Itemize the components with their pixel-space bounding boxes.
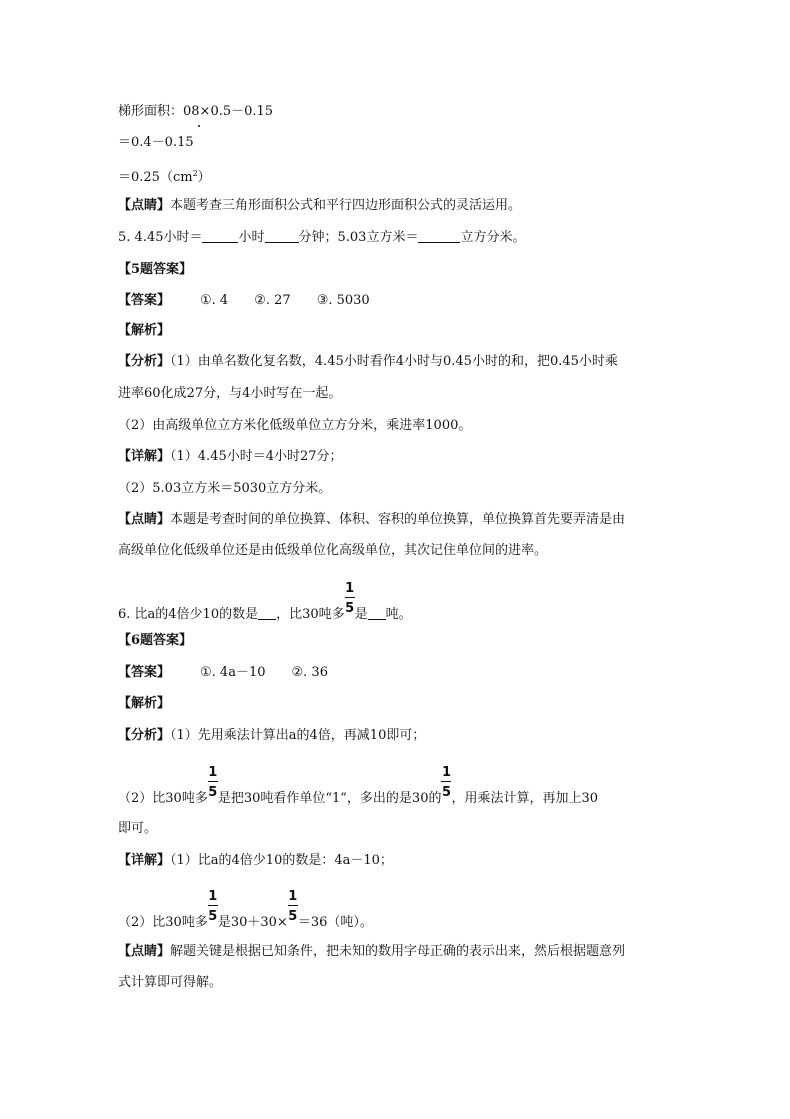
q5-blank-1 (202, 230, 238, 243)
q6-answer-header: 【6题答案】 (118, 633, 193, 648)
trapezoid-area-expr: 08×0.5－0.15 (183, 104, 274, 119)
fraction-bar (441, 781, 451, 782)
q6-answer-2: ②. 36 (291, 665, 328, 680)
fraction-denominator: 5 (345, 601, 355, 616)
dianjing-line (118, 197, 521, 215)
calc-result-line (118, 165, 211, 187)
q6-analysis-3: 即可。 (118, 821, 158, 836)
q5-analysis-3: （2）由高级单位立方米化低级单位立方分米，乘进率1000。 (118, 418, 472, 433)
q6-analysis-text-1: （1）先用乘法计算出a的4倍，再减10即可； (170, 728, 426, 743)
fraction-numerator: 1 (288, 889, 298, 904)
trapezoid-area-line (118, 103, 273, 121)
fraction-bar (288, 905, 298, 906)
q6-text-c: 是 (354, 607, 368, 622)
q5-blank-2 (265, 230, 299, 243)
fraction-bar (208, 905, 218, 906)
q6-detail-text-2a: （2）比30吨多 (118, 915, 208, 930)
fraction-numerator: 1 (208, 765, 218, 780)
q5-jiexi: 【解析】 (118, 323, 171, 338)
q5-text-b: 小时 (238, 230, 265, 245)
fraction-denominator: 5 (208, 909, 218, 924)
q5-detail-text-1: （1）4.45小时＝4小时27分； (170, 449, 343, 464)
q5-dianjing-tag: 【点睛】 (118, 512, 171, 527)
q6-detail-1 (118, 852, 393, 870)
q6-analysis-fraction-1 (208, 765, 218, 802)
fraction-numerator: 1 (345, 581, 355, 596)
trapezoid-area-label: 梯形面积： (118, 104, 184, 119)
q5-dianjing-2: 高级单位化低级单位还是由低级单位化高级单位，其次记住单位间的进率。 (118, 543, 548, 558)
q6-fraction (345, 581, 355, 618)
q6-blank-1 (258, 607, 276, 620)
calc-result-text: ＝0.25（cm (118, 170, 193, 185)
fraction-denominator: 5 (208, 785, 218, 800)
q5-answer-1: ①. 4 (200, 293, 229, 308)
q5-question (118, 229, 525, 247)
q6-analysis-tag: 【分析】 (118, 728, 171, 743)
q5-answer-2: ②. 27 (254, 293, 291, 308)
q5-dianjing-1 (118, 511, 625, 529)
dianjing-text: 本题考查三角形面积公式和平行四边形面积公式的灵活运用。 (170, 198, 522, 213)
q5-blank-3 (418, 230, 460, 243)
q5-text-d: 立方分米。 (460, 230, 526, 245)
q6-dianjing-text-1: 解题关键是根据已知条件，把未知的数用字母正确的表示出来，然后根据题意列 (170, 944, 626, 959)
q6-detail-text-1: （1）比a的4倍少10的数是：4a－10； (170, 853, 393, 868)
q6-analysis-1 (118, 727, 425, 745)
q6-detail-tag: 【详解】 (118, 853, 171, 868)
q6-detail-text-2c: ＝36（吨）。 (297, 915, 373, 930)
q6-text-d: 吨。 (385, 607, 412, 622)
fraction-bar (345, 597, 355, 598)
q6-analysis-text-2a: （2）比30吨多 (118, 791, 208, 806)
q6-answer-1: ①. 4a－10 (200, 665, 266, 680)
q6-detail-fraction-1 (208, 889, 218, 926)
q6-dianjing-tag: 【点睛】 (118, 944, 171, 959)
fraction-denominator: 5 (288, 909, 298, 924)
q6-answer-tag: 【答案】 (118, 665, 171, 680)
fraction-denominator: 5 (441, 785, 451, 800)
q5-text-a: 5. 4.45小时＝ (118, 230, 203, 245)
q5-answer-header: 【5题答案】 (118, 262, 193, 277)
q5-analysis-1 (118, 353, 618, 371)
calc-step-line: ＝0.4－0.15 (118, 135, 194, 150)
q5-analysis-tag: 【分析】 (118, 354, 171, 369)
q6-blank-2 (368, 607, 386, 620)
fraction-numerator: 1 (441, 765, 451, 780)
q6-question (118, 581, 412, 624)
q6-analysis-fraction-2 (441, 765, 451, 802)
q6-dianjing-2: 式计算即可得解。 (118, 975, 223, 990)
q6-detail-text-2b: 是30＋30× (217, 915, 288, 930)
unit-superscript: 2 (192, 169, 198, 178)
calc-result-close: ） (197, 170, 211, 185)
q5-detail-tag: 【详解】 (118, 449, 171, 464)
q6-analysis-2 (118, 765, 599, 808)
q5-detail-1 (118, 448, 343, 466)
fraction-numerator: 1 (208, 889, 218, 904)
dianjing-tag: 【点睛】 (118, 198, 171, 213)
fraction-bar (208, 781, 218, 782)
q6-dianjing-1 (118, 943, 625, 961)
q5-detail-2: （2）5.03立方米＝5030立方分米。 (118, 481, 332, 496)
q6-detail-2 (118, 889, 373, 932)
q5-analysis-2: 进率60化成27分，与4小时写在一起。 (118, 386, 342, 401)
q6-text-b: ，比30吨多 (276, 607, 345, 622)
decimal-dot-mark (198, 125, 200, 127)
q5-answer-line (118, 292, 370, 310)
q5-answer-3: ③. 5030 (316, 293, 370, 308)
q6-text-a: 6. 比a的4倍少10的数是 (118, 607, 259, 622)
q5-text-c: 分钟；5.03立方米＝ (298, 230, 419, 245)
q5-dianjing-text-1: 本题是考查时间的单位换算、体积、容积的单位换算，单位换算首先要弄清是由 (170, 512, 626, 527)
q5-analysis-text-1: （1）由单名数化复名数，4.45小时看作4小时与0.45小时的和，把0.45小时乘 (170, 354, 618, 369)
q5-answer-tag: 【答案】 (118, 293, 171, 308)
q6-jiexi: 【解析】 (118, 696, 171, 711)
q6-analysis-text-2b: 是把30吨看作单位“1”，多出的是30的 (217, 791, 442, 806)
q6-detail-fraction-2 (288, 889, 298, 926)
q6-analysis-text-2c: ，用乘法计算，再加上30 (451, 791, 599, 806)
q6-answer-line (118, 664, 328, 682)
